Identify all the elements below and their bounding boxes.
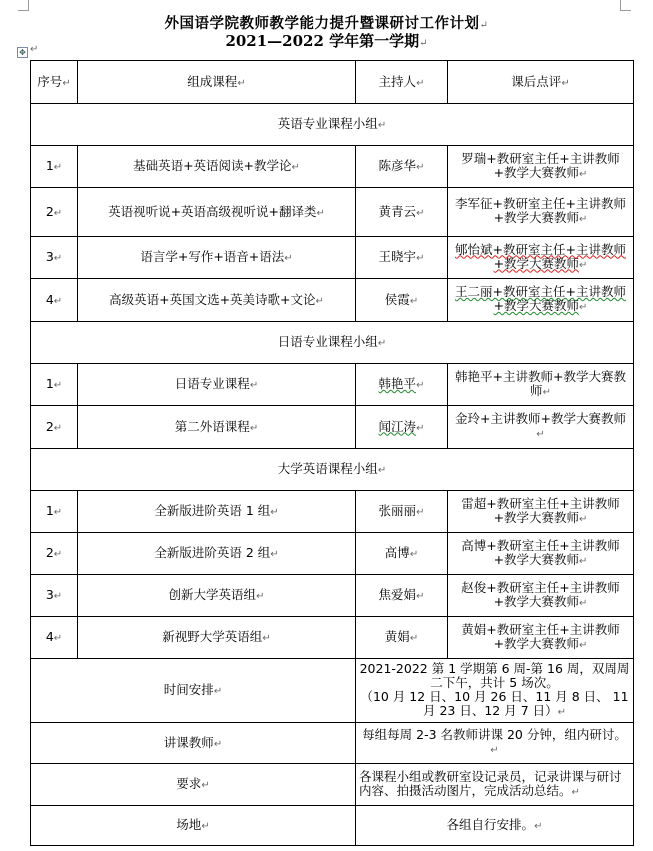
row-number: 4↵ <box>31 617 78 659</box>
time-value: 2021-2022 第 1 学期第 6 周-第 16 周，双周周二下午，共计 5 场次。 （10 月 12 日、10 月 26 日、11 月 8 日、 11 月 23 日、12 月 7 日）↵ <box>356 659 634 723</box>
course-cell: 全新版进阶英语 1 组↵ <box>78 491 356 533</box>
host-cell: 韩艳平↵ <box>356 364 448 406</box>
venue-row <box>31 806 634 846</box>
document-title: 外国语学院教师教学能力提升暨课研讨工作计划↵ <box>164 15 489 32</box>
teacher-value: 每组每周 2-3 名教师讲课 20 分钟，组内研讨。↵ <box>356 723 634 764</box>
page-corner-mark <box>620 0 631 11</box>
row-number: 1↵ <box>31 146 78 188</box>
requirement-label: 要求↵ <box>31 764 356 806</box>
host-cell: 高博↵ <box>356 533 448 575</box>
paragraph-mark-icon: ↵ <box>30 44 39 55</box>
course-cell: 基础英语+英语阅读+教学论↵ <box>78 146 356 188</box>
header-cell: 序号↵ <box>31 61 78 104</box>
course-cell: 创新大学英语组↵ <box>78 575 356 617</box>
course-cell: 全新版进阶英语 2 组↵ <box>78 533 356 575</box>
comment-cell: 高博+教研室主任+主讲教师+教学大赛教师↵ <box>448 533 634 575</box>
table-header-row <box>31 61 634 104</box>
comment-cell: 雷超+教研室主任+主讲教师+教学大赛教师↵ <box>448 491 634 533</box>
comment-cell: 郇怡斌+教研室主任+主讲教师+教学大赛教师↵ <box>448 237 634 279</box>
course-cell: 第二外语课程↵ <box>78 406 356 449</box>
table-row <box>31 237 634 279</box>
requirement-row <box>31 764 634 806</box>
row-number: 1↵ <box>31 491 78 533</box>
venue-label: 场地↵ <box>31 806 356 846</box>
requirement-value: 各课程小组或教研室设记录员，记录讲课与研讨内容、拍摄活动图片，完成活动总结。↵ <box>356 764 634 806</box>
header-cell: 主持人↵ <box>356 61 448 104</box>
comment-cell: 黄娟+教研室主任+主讲教师+教学大赛教师↵ <box>448 617 634 659</box>
table-row <box>31 279 634 322</box>
course-cell: 日语专业课程↵ <box>78 364 356 406</box>
table-row <box>31 491 634 533</box>
section-row <box>31 104 634 146</box>
comment-cell: 赵俊+教研室主任+主讲教师+教学大赛教师↵ <box>448 575 634 617</box>
table-row <box>31 364 634 406</box>
host-cell: 王晓宇↵ <box>356 237 448 279</box>
header-cell: 组成课程↵ <box>78 61 356 104</box>
host-cell: 闻江涛↵ <box>356 406 448 449</box>
section-title: 大学英语课程小组↵ <box>31 449 634 491</box>
time-row <box>31 659 634 723</box>
comment-cell: 金玲+主讲教师+教学大赛教师↵ <box>448 406 634 449</box>
section-title: 英语专业课程小组↵ <box>31 104 634 146</box>
comment-cell: 罗瑞+教研室主任+主讲教师+教学大赛教师↵ <box>448 146 634 188</box>
comment-cell: 韩艳平+主讲教师+教学大赛教师↵ <box>448 364 634 406</box>
comment-cell: 李军征+教研室主任+主讲教师+教学大赛教师↵ <box>448 188 634 237</box>
table-row <box>31 146 634 188</box>
host-cell: 张丽丽↵ <box>356 491 448 533</box>
teacher-row <box>31 723 634 764</box>
page-corner-mark <box>18 0 29 11</box>
table-move-handle-icon[interactable]: ✥ <box>17 47 28 58</box>
row-number: 2↵ <box>31 406 78 449</box>
header-cell: 课后点评↵ <box>448 61 634 104</box>
time-label: 时间安排↵ <box>31 659 356 723</box>
host-cell: 黄青云↵ <box>356 188 448 237</box>
section-row <box>31 449 634 491</box>
table-row <box>31 188 634 237</box>
host-cell: 侯霞↵ <box>356 279 448 322</box>
plan-table <box>30 60 634 846</box>
table-row <box>31 617 634 659</box>
course-cell: 英语视听说+英语高级视听说+翻译类↵ <box>78 188 356 237</box>
section-row <box>31 322 634 364</box>
teacher-label: 讲课教师↵ <box>31 723 356 764</box>
comment-cell: 王二丽+教研室主任+主讲教师+教学大赛教师↵ <box>448 279 634 322</box>
table-row <box>31 533 634 575</box>
row-number: 1↵ <box>31 364 78 406</box>
table-row <box>31 406 634 449</box>
row-number: 4↵ <box>31 279 78 322</box>
table-row <box>31 575 634 617</box>
venue-value: 各组自行安排。↵ <box>356 806 634 846</box>
course-cell: 语言学+写作+语音+语法↵ <box>78 237 356 279</box>
host-cell: 黄娟↵ <box>356 617 448 659</box>
host-cell: 陈彦华↵ <box>356 146 448 188</box>
section-title: 日语专业课程小组↵ <box>31 322 634 364</box>
row-number: 2↵ <box>31 188 78 237</box>
row-number: 2↵ <box>31 533 78 575</box>
row-number: 3↵ <box>31 575 78 617</box>
course-cell: 新视野大学英语组↵ <box>78 617 356 659</box>
course-cell: 高级英语+英国文选+英美诗歌+文论↵ <box>78 279 356 322</box>
document-subtitle: 2021—2022 学年第一学期↵ <box>225 32 428 50</box>
row-number: 3↵ <box>31 237 78 279</box>
host-cell: 焦爱娟↵ <box>356 575 448 617</box>
